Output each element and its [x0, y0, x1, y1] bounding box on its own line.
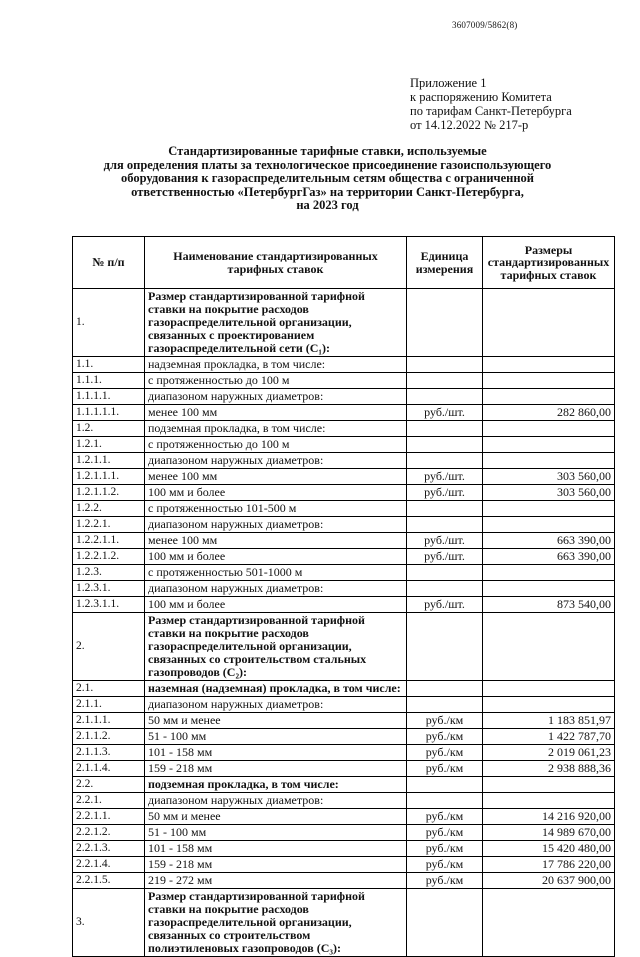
- table-header-row: [73, 237, 615, 289]
- document-id: 3607009/5862(8): [452, 20, 518, 30]
- row-value: 2 938 888,36: [483, 761, 615, 777]
- table-row: [73, 581, 615, 597]
- row-value: [483, 889, 615, 957]
- row-number: 2.2.1.3.: [73, 841, 145, 857]
- title-line: ответственностью «ПетербургГаз» на территории Санкт-Петербурга,: [131, 184, 524, 199]
- appendix-line: по тарифам Санкт-Петербурга: [410, 104, 572, 118]
- row-name: Размер стандартизированной тарифной ставки на покрытие расходов газораспределительной организации, связанных с проектированием газораспределительной сети (C₁):: [145, 289, 407, 357]
- row-number: 1.1.1.1.: [73, 389, 145, 405]
- row-name: Размер стандартизированной тарифной ставки на покрытие расходов газораспределительной организации, связанных со строительством полиэтиленовых газопроводов (C₃):: [145, 889, 407, 957]
- row-unit: руб./км: [407, 729, 483, 745]
- table-row: [73, 793, 615, 809]
- table-row: [73, 437, 615, 453]
- row-name: с протяженностью до 100 м: [145, 373, 407, 389]
- row-unit: [407, 421, 483, 437]
- table-row: [73, 501, 615, 517]
- tariff-table: [72, 236, 615, 957]
- row-name: 51 - 100 мм: [145, 825, 407, 841]
- row-unit: руб./км: [407, 745, 483, 761]
- table-row: [73, 549, 615, 565]
- row-number: 2.2.1.2.: [73, 825, 145, 841]
- row-number: 1.1.: [73, 357, 145, 373]
- row-unit: руб./шт.: [407, 469, 483, 485]
- row-name: 159 - 218 мм: [145, 857, 407, 873]
- row-value: 14 989 670,00: [483, 825, 615, 841]
- row-value: [483, 389, 615, 405]
- table-row: [73, 825, 615, 841]
- appendix-header: [410, 76, 572, 132]
- row-name: диапазоном наружных диаметров:: [145, 517, 407, 533]
- row-value: 303 560,00: [483, 469, 615, 485]
- row-unit: [407, 681, 483, 697]
- section-row: [73, 613, 615, 681]
- row-unit: [407, 389, 483, 405]
- row-unit: [407, 357, 483, 373]
- row-value: [483, 697, 615, 713]
- row-number: 1.: [73, 289, 145, 357]
- header-value: Размеры стандартизированных тарифных ставок: [483, 237, 615, 289]
- row-number: 2.1.1.4.: [73, 761, 145, 777]
- row-number: 2.1.1.3.: [73, 745, 145, 761]
- row-unit: руб./км: [407, 761, 483, 777]
- row-unit: руб./шт.: [407, 533, 483, 549]
- table-row: [73, 405, 615, 421]
- row-number: 1.2.: [73, 421, 145, 437]
- row-name: с протяженностью до 100 м: [145, 437, 407, 453]
- row-number: 1.2.2.1.: [73, 517, 145, 533]
- row-number: 2.2.1.: [73, 793, 145, 809]
- table-row: [73, 857, 615, 873]
- row-value: [483, 501, 615, 517]
- row-unit: [407, 501, 483, 517]
- row-name: диапазоном наружных диаметров:: [145, 389, 407, 405]
- row-value: 303 560,00: [483, 485, 615, 501]
- row-unit: [407, 697, 483, 713]
- row-unit: [407, 889, 483, 957]
- row-value: [483, 793, 615, 809]
- table-row: [73, 809, 615, 825]
- row-number: 1.2.3.: [73, 565, 145, 581]
- row-name: подземная прокладка, в том числе:: [145, 777, 407, 793]
- table-row: [73, 357, 615, 373]
- row-number: 2.1.: [73, 681, 145, 697]
- row-name: 50 мм и менее: [145, 809, 407, 825]
- row-unit: [407, 289, 483, 357]
- row-number: 2.1.1.1.: [73, 713, 145, 729]
- row-name: 100 мм и более: [145, 485, 407, 501]
- row-value: 282 860,00: [483, 405, 615, 421]
- row-value: 663 390,00: [483, 533, 615, 549]
- row-value: [483, 437, 615, 453]
- row-value: [483, 453, 615, 469]
- row-number: 1.2.1.1.2.: [73, 485, 145, 501]
- row-value: [483, 421, 615, 437]
- row-name: 101 - 158 мм: [145, 841, 407, 857]
- row-name: с протяженностью 101-500 м: [145, 501, 407, 517]
- row-name: надземная прокладка, в том числе:: [145, 357, 407, 373]
- row-value: [483, 565, 615, 581]
- header-unit: Единица измерения: [407, 237, 483, 289]
- row-name: диапазоном наружных диаметров:: [145, 453, 407, 469]
- row-unit: [407, 517, 483, 533]
- row-unit: [407, 777, 483, 793]
- row-name: менее 100 мм: [145, 405, 407, 421]
- row-value: [483, 777, 615, 793]
- section-row: [73, 289, 615, 357]
- row-unit: руб./шт.: [407, 485, 483, 501]
- table-row: [73, 761, 615, 777]
- row-name: 159 - 218 мм: [145, 761, 407, 777]
- row-number: 1.2.3.1.: [73, 581, 145, 597]
- row-number: 1.2.2.: [73, 501, 145, 517]
- row-name: с протяженностью 501-1000 м: [145, 565, 407, 581]
- row-value: 1 183 851,97: [483, 713, 615, 729]
- table-row: [73, 729, 615, 745]
- row-value: 2 019 061,23: [483, 745, 615, 761]
- table-row: [73, 697, 615, 713]
- table-row: [73, 841, 615, 857]
- table-row: [73, 517, 615, 533]
- row-name: 50 мм и менее: [145, 713, 407, 729]
- row-unit: [407, 565, 483, 581]
- row-unit: [407, 581, 483, 597]
- row-value: 17 786 220,00: [483, 857, 615, 873]
- title-line: Стандартизированные тарифные ставки, используемые: [168, 144, 487, 158]
- row-name: 51 - 100 мм: [145, 729, 407, 745]
- title-line: оборудования к газораспределительным сетям общества с ограниченной: [121, 171, 534, 185]
- row-number: 2.2.: [73, 777, 145, 793]
- row-number: 1.2.1.1.: [73, 453, 145, 469]
- row-value: [483, 681, 615, 697]
- row-value: [483, 357, 615, 373]
- row-value: [483, 289, 615, 357]
- row-unit: руб./км: [407, 873, 483, 889]
- row-unit: руб./км: [407, 825, 483, 841]
- table-row: [73, 777, 615, 793]
- row-name: менее 100 мм: [145, 469, 407, 485]
- table-body: [73, 289, 615, 957]
- header-name: Наименование стандартизированных тарифных ставок: [145, 237, 407, 289]
- appendix-line: Приложение 1: [410, 76, 487, 90]
- table-row: [73, 745, 615, 761]
- row-number: 1.2.2.1.2.: [73, 549, 145, 565]
- document-title: [60, 145, 595, 213]
- row-value: [483, 581, 615, 597]
- row-number: 1.2.1.1.1.: [73, 469, 145, 485]
- row-value: 663 390,00: [483, 549, 615, 565]
- row-unit: [407, 793, 483, 809]
- row-value: [483, 517, 615, 533]
- row-number: 1.2.2.1.1.: [73, 533, 145, 549]
- row-number: 1.2.3.1.1.: [73, 597, 145, 613]
- table-row: [73, 469, 615, 485]
- table-row: [73, 873, 615, 889]
- table-row: [73, 453, 615, 469]
- row-name: диапазоном наружных диаметров:: [145, 697, 407, 713]
- row-number: 2.2.1.5.: [73, 873, 145, 889]
- row-unit: [407, 453, 483, 469]
- table-row: [73, 373, 615, 389]
- row-unit: руб./шт.: [407, 549, 483, 565]
- row-unit: руб./км: [407, 713, 483, 729]
- row-number: 2.: [73, 613, 145, 681]
- row-unit: руб./шт.: [407, 597, 483, 613]
- appendix-line: от 14.12.2022 № 217-р: [410, 118, 529, 132]
- title-line: на 2023 год: [296, 198, 359, 212]
- section-row: [73, 889, 615, 957]
- row-unit: [407, 613, 483, 681]
- row-name: менее 100 мм: [145, 533, 407, 549]
- row-number: 1.2.1.: [73, 437, 145, 453]
- row-unit: руб./шт.: [407, 405, 483, 421]
- table-row: [73, 533, 615, 549]
- table-row: [73, 713, 615, 729]
- row-name: 100 мм и более: [145, 549, 407, 565]
- table-row: [73, 421, 615, 437]
- table-row: [73, 565, 615, 581]
- row-number: 2.1.1.: [73, 697, 145, 713]
- row-value: 1 422 787,70: [483, 729, 615, 745]
- table-row: [73, 597, 615, 613]
- row-value: [483, 373, 615, 389]
- row-number: 2.2.1.4.: [73, 857, 145, 873]
- row-name: наземная (надземная) прокладка, в том числе:: [145, 681, 407, 697]
- row-number: 1.1.1.: [73, 373, 145, 389]
- row-name: подземная прокладка, в том числе:: [145, 421, 407, 437]
- row-value: [483, 613, 615, 681]
- row-unit: [407, 373, 483, 389]
- row-unit: [407, 437, 483, 453]
- row-value: 873 540,00: [483, 597, 615, 613]
- table-row: [73, 485, 615, 501]
- header-num: № п/п: [73, 237, 145, 289]
- appendix-line: к распоряжению Комитета: [410, 90, 552, 104]
- row-name: 101 - 158 мм: [145, 745, 407, 761]
- row-name: диапазоном наружных диаметров:: [145, 581, 407, 597]
- row-unit: руб./км: [407, 857, 483, 873]
- row-value: 20 637 900,00: [483, 873, 615, 889]
- row-number: 2.2.1.1.: [73, 809, 145, 825]
- row-value: 15 420 480,00: [483, 841, 615, 857]
- row-name: Размер стандартизированной тарифной ставки на покрытие расходов газораспределительной организации, связанных со строительством стальных газопроводов (C₂):: [145, 613, 407, 681]
- row-number: 3.: [73, 889, 145, 957]
- row-number: 1.1.1.1.1.: [73, 405, 145, 421]
- row-name: диапазоном наружных диаметров:: [145, 793, 407, 809]
- row-name: 100 мм и более: [145, 597, 407, 613]
- row-number: 2.1.1.2.: [73, 729, 145, 745]
- table-row: [73, 681, 615, 697]
- row-value: 14 216 920,00: [483, 809, 615, 825]
- row-unit: руб./км: [407, 841, 483, 857]
- title-line: для определения платы за технологическое присоединение газоиспользующего: [103, 157, 552, 172]
- table-row: [73, 389, 615, 405]
- row-name: 219 - 272 мм: [145, 873, 407, 889]
- row-unit: руб./км: [407, 809, 483, 825]
